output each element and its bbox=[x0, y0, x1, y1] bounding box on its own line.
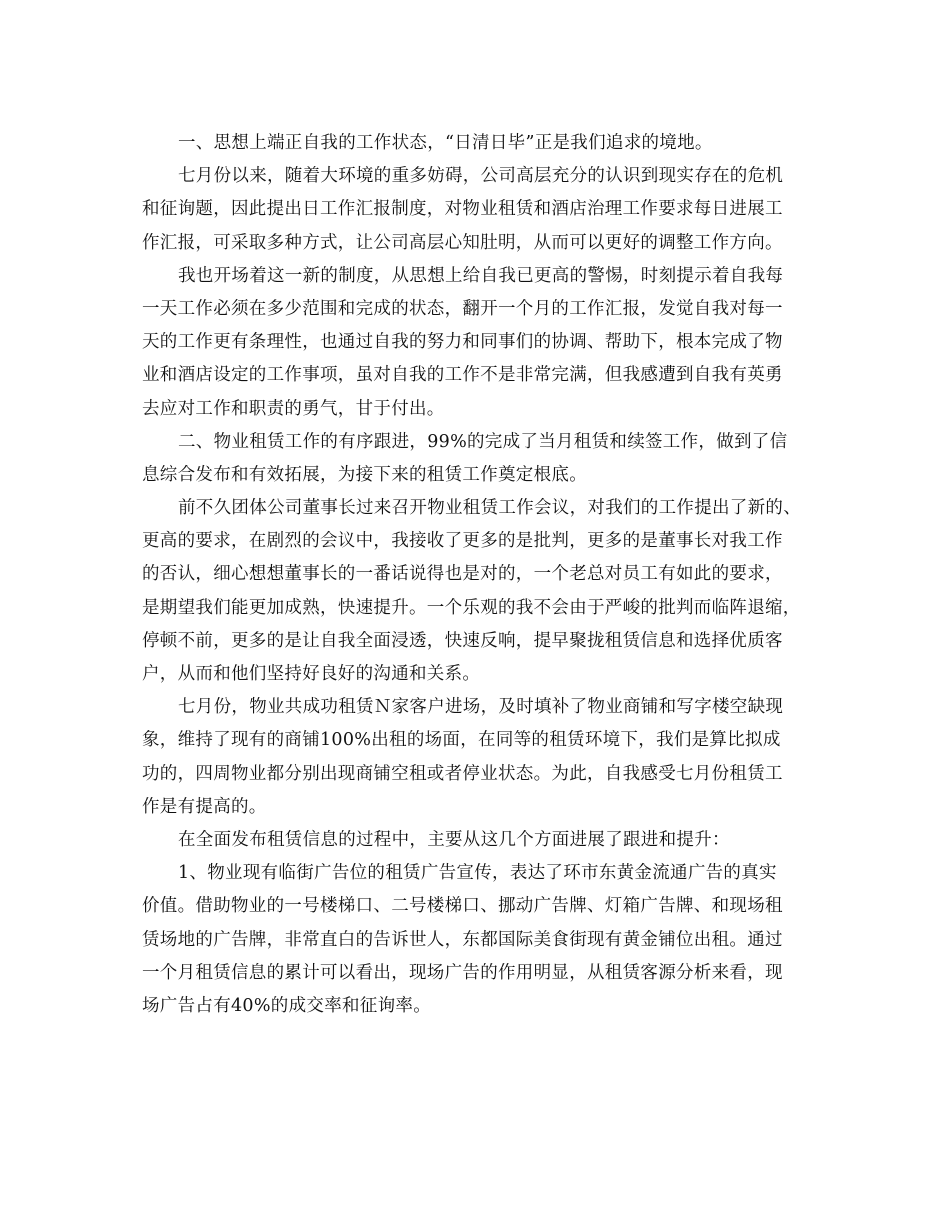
document-body bbox=[142, 127, 822, 1023]
text-line: 七月份以来，随着大环境的重多妨碍，公司高层充分的认识到现实存在的危机 bbox=[178, 166, 784, 187]
text-line: 的否认，细心想想董事长的一番话说得也是对的，一个老总对员工有如此的要求， bbox=[142, 564, 783, 585]
text-line: 一、思想上端正自我的工作状态，“日清日毕”正是我们追求的境地。 bbox=[178, 133, 713, 153]
text-line: 价值。借助物业的一号楼梯口、二号楼梯口、挪动广告牌、灯箱广告牌、和现场租 bbox=[142, 896, 783, 917]
text-line: 作是有提高的。 bbox=[142, 796, 267, 817]
text-line: 象，维持了现有的商铺100%出租的场面，在同等的租赁环境下，我们是算比拟成 bbox=[142, 730, 781, 751]
text-line: 场广告占有40%的成交率和征询率。 bbox=[142, 995, 431, 1016]
text-line: 一个月租赁信息的累计可以看出，现场广告的作用明显，从租赁客源分析来看，现 bbox=[142, 962, 783, 983]
text-line: 停顿不前，更多的是让自我全面浸透，快速反响，提早聚拢租赁信息和选择优质客 bbox=[142, 630, 783, 651]
text-line: 一天工作必须在多少范围和完成的状态，翻开一个月的工作汇报，发觉自我对每一 bbox=[142, 298, 783, 319]
text-line: 和征询题，因此提出日工作汇报制度，对物业租赁和酒店治理工作要求每日进展工 bbox=[142, 199, 783, 220]
text-line: 更高的要求，在剧烈的会议中，我接收了更多的是批判，更多的是董事长对我工作 bbox=[142, 531, 783, 552]
text-line: 息综合发布和有效拓展，为接下来的租赁工作奠定根底。 bbox=[142, 464, 587, 485]
text-line: 二、物业租赁工作的有序跟进，99%的完成了当月租赁和续签工作，做到了信 bbox=[178, 431, 788, 452]
text-line: 业和酒店设定的工作事项，虽对自我的工作不是非常完满，但我感遭到自我有英勇 bbox=[142, 365, 783, 386]
text-line: 在全面发布租赁信息的过程中，主要从这几个方面进展了跟进和提升： bbox=[178, 829, 730, 850]
text-line: 我也开场着这一新的制度，从思想上给自我已更高的警惕，时刻提示着自我每 bbox=[178, 265, 784, 286]
text-line: 户，从而和他们坚持好良好的沟通和关系。 bbox=[142, 664, 481, 684]
text-line: 赁场地的广告牌，非常直白的告诉世人，东都国际美食街现有黄金铺位出租。通过 bbox=[142, 929, 783, 950]
text-line: 天的工作更有条理性，也通过自我的努力和同事们的协调、帮助下，根本完成了物 bbox=[142, 332, 783, 353]
text-line: 七月份，物业共成功租赁Ｎ家客户进场，及时填补了物业商铺和写字楼空缺现 bbox=[178, 697, 784, 718]
text-line: 1、物业现有临街广告位的租赁广告宣传，表达了环市东黄金流通广告的真实 bbox=[178, 863, 777, 884]
text-line: 去应对工作和职责的勇气，甘于付出。 bbox=[142, 398, 445, 419]
text-line: 前不久团体公司董事长过来召开物业租赁工作会议，对我们的工作提出了新的、 bbox=[178, 498, 801, 519]
text-line: 是期望我们能更加成熟，快速提升。一个乐观的我不会由于严峻的批判而临阵退缩， bbox=[142, 597, 801, 618]
text-line: 功的，四周物业都分别出现商铺空租或者停业状态。为此，自我感受七月份租赁工 bbox=[142, 763, 783, 784]
text-line: 作汇报，可采取多种方式，让公司高层心知肚明，从而可以更好的调整工作方向。 bbox=[142, 232, 783, 253]
